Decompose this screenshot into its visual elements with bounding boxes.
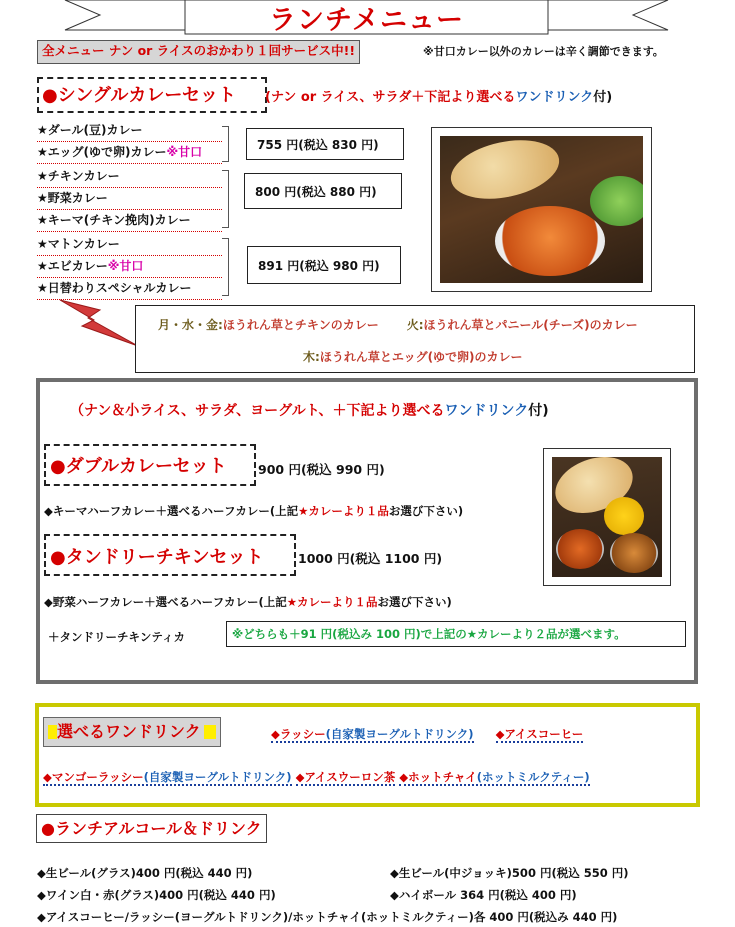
bracket-group-3: [222, 238, 229, 296]
price-box-3: [247, 246, 401, 284]
drink-row-1: [271, 726, 583, 742]
yellow-square-icon: [48, 725, 57, 739]
drink-heading-box: [43, 717, 221, 747]
drink-name: ◆アイスコーヒー: [495, 727, 584, 741]
drink-name: ◆マンゴーラッシー: [43, 770, 144, 784]
curry-photo-combo: [543, 448, 671, 586]
curry-item: [37, 120, 222, 142]
drink-section: [35, 703, 700, 807]
daily-special-line-2: [303, 348, 523, 365]
desc-part: お選び下さい): [377, 595, 452, 609]
curry-bowl-shape: [495, 206, 605, 276]
bracket-group-2: [222, 170, 229, 228]
salad-shape: [590, 176, 643, 226]
drink-heading: 選べるワンドリンク: [57, 722, 201, 741]
curry-list: [37, 120, 222, 300]
combo-desc-open: （ナン＆小ライス、サラダ、ヨーグルト、＋下記より選べる: [70, 403, 445, 419]
combo-desc: [70, 400, 549, 420]
ribbon-left-tail: [65, 0, 185, 30]
alcohol-heading: ●ランチアルコール＆ドリンク: [41, 819, 262, 838]
daily-day-label: 月・水・金:: [158, 318, 223, 332]
drink-name: ◆ホットチャイ: [399, 770, 477, 784]
curry-item: [37, 234, 222, 256]
drink-item: [271, 727, 474, 743]
desc-part: お選び下さい): [388, 504, 464, 518]
daily-special-box: [135, 305, 695, 373]
desc-part: ★カレーより１品: [286, 595, 378, 609]
drink-detail: (ホットミルクティー): [476, 770, 590, 784]
alcohol-item: ◆生ビール(グラス)400 円(税込 440 円): [37, 866, 253, 880]
naan-shape: [445, 136, 564, 208]
curry-photo-combo-image: [552, 457, 662, 577]
lightning-icon: [58, 296, 143, 354]
curry-item: [37, 142, 222, 164]
rice-shape: [604, 497, 644, 535]
curry-item-note: ※甘口: [107, 259, 144, 273]
yellow-square-icon: [204, 725, 216, 739]
drink-name: ◆アイスウーロン茶: [295, 770, 396, 784]
daily-day-label: 火:: [406, 318, 424, 332]
title-banner: [0, 0, 735, 40]
desc-part: ◆キーマハーフカレー＋選べるハーフカレー(上記: [44, 504, 299, 518]
alcohol-item: ◆生ビール(中ジョッキ)500 円(税込 550 円): [390, 866, 629, 880]
page-title: ランチメニュー: [269, 5, 464, 36]
alcohol-item: ◆ワイン白・赤(グラス)400 円(税込 440 円): [37, 888, 276, 902]
upgrade-note-box: [226, 621, 686, 647]
alcohol-item: ◆ハイボール 364 円(税込 400 円): [390, 888, 577, 902]
bracket-group-1: [222, 126, 229, 162]
single-set-desc-close: 付): [593, 90, 613, 105]
combo-section: [36, 378, 698, 684]
daily-curry-label: ほうれん草とパニール(チーズ)のカレー: [423, 318, 638, 332]
drink-item: [399, 770, 589, 786]
spicy-note: ※甘口カレー以外のカレーは辛く調節できます。: [423, 45, 664, 58]
combo-desc-drink: ワンドリンク: [444, 403, 529, 419]
drink-item: [43, 770, 292, 786]
double-set-price: 900 円(税込 990 円): [258, 462, 385, 477]
curry-item-name: ★マトンカレー: [37, 237, 120, 251]
daily-curry-label: ほうれん草とエッグ(ゆで卵)のカレー: [319, 350, 523, 364]
daily-special-line-1: [158, 316, 638, 333]
price-box-2: [244, 173, 402, 209]
drink-detail: (自家製ヨーグルトドリンク): [143, 770, 292, 784]
tandoori-set-heading: ●タンドリーチキンセット: [50, 547, 264, 568]
single-set-desc-drink: ワンドリンク: [515, 90, 594, 105]
price-text: 800 円(税込 880 円): [255, 185, 377, 199]
single-set-desc-open: (ナン or ライス、サラダ＋下記より選べる: [265, 90, 516, 105]
upgrade-note: ※どちらも＋91 円(税込み 100 円)で上記の★カレーより２品が選べます。: [232, 627, 626, 641]
service-banner: [37, 40, 360, 64]
curry-item-name: ★エッグ(ゆで卵)カレー: [37, 145, 167, 159]
curry-item-name: ★キーマ(チキン挽肉)カレー: [37, 213, 191, 227]
daily-curry-label: ほうれん草とチキンのカレー: [222, 318, 379, 332]
daily-day-label: 木:: [303, 350, 320, 364]
curry-item-name: ★日替わりスペシャルカレー: [37, 281, 192, 295]
curry-item-name: ★チキンカレー: [37, 169, 120, 183]
curry-photo-single: [431, 127, 652, 292]
curry-item: [37, 188, 222, 210]
desc-part: ★カレーより１品: [298, 504, 389, 518]
curry-item: [37, 256, 222, 278]
curry-cup-shape: [610, 533, 658, 573]
price-text: 891 円(税込 980 円): [258, 259, 380, 273]
drink-row-2: [43, 769, 590, 785]
curry-item-name: ★エビカレー: [37, 259, 108, 273]
service-banner-text: 全メニュー ナン or ライスのおかわり１回サービス中!!: [42, 43, 356, 58]
curry-item: [37, 210, 222, 232]
curry-photo-single-image: [440, 136, 643, 283]
tandoori-set-price: 1000 円(税込 1100 円): [298, 551, 443, 566]
curry-item: [37, 166, 222, 188]
single-set-heading: ●シングルカレーセット: [42, 85, 236, 106]
price-box-1: [246, 128, 404, 160]
curry-item-note: ※甘口: [166, 145, 203, 159]
tandoori-extra: ＋タンドリーチキンティカ: [48, 630, 185, 644]
drink-item: [496, 727, 584, 743]
alcohol-item: ◆アイスコーヒー/ラッシー(ヨーグルトドリンク)/ホットチャイ(ホットミルクティー)各 400 円(税込み 440 円): [37, 910, 618, 924]
curry-item-name: ★野菜カレー: [37, 191, 108, 205]
single-set-desc: [265, 86, 612, 105]
drink-name: ◆ラッシー: [271, 727, 326, 741]
combo-desc-close: 付): [528, 403, 549, 419]
double-set-heading: ●ダブルカレーセット: [50, 456, 227, 477]
ribbon-right-tail: [548, 0, 668, 30]
drink-item: [296, 770, 396, 786]
curry-cup-shape: [556, 529, 604, 569]
drink-detail: (自家製ヨーグルトドリンク): [325, 727, 474, 741]
desc-part: ◆野菜ハーフカレー＋選べるハーフカレー(上記: [44, 595, 287, 609]
curry-item-name: ★ダール(豆)カレー: [37, 123, 143, 137]
alcohol-heading-box: [36, 814, 267, 843]
price-text: 755 円(税込 830 円): [257, 138, 379, 152]
tandoori-set-desc: [44, 594, 452, 610]
double-set-desc: [44, 503, 463, 519]
